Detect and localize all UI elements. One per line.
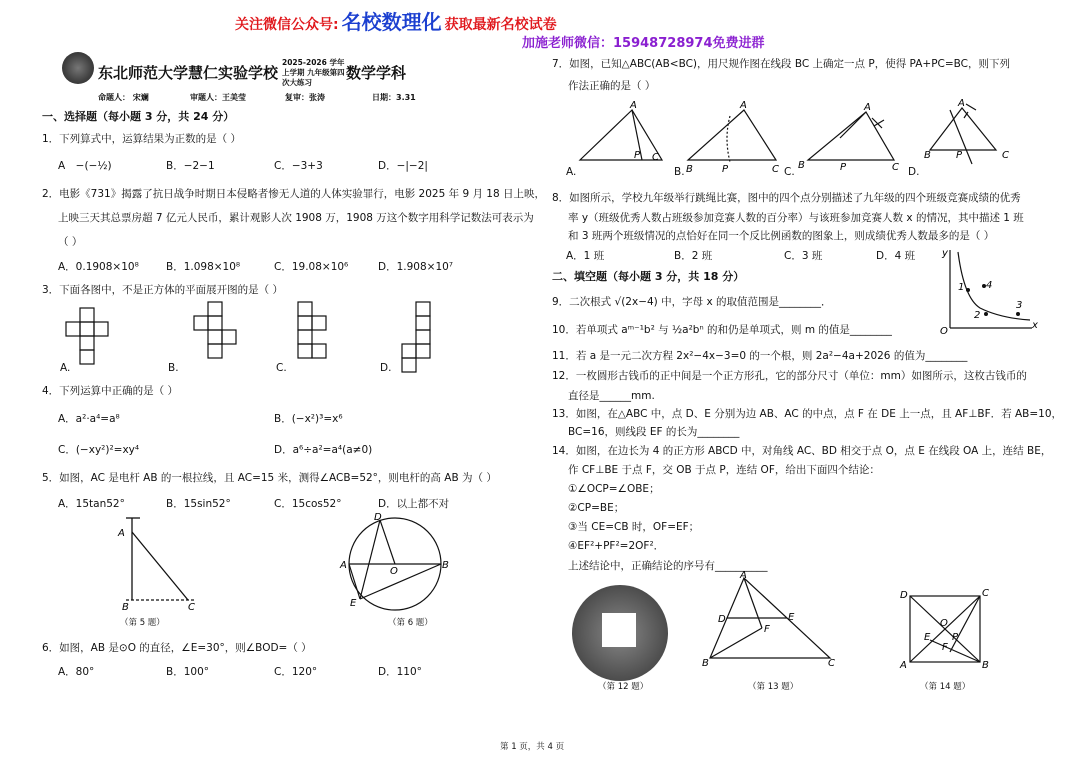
q14-square-figure	[900, 588, 996, 671]
q5-option-a: A．15tan52°	[58, 498, 125, 510]
q7-construction-figures	[570, 98, 1030, 175]
q2-option-d: D．1.908×10⁷	[378, 261, 454, 273]
graph-origin-label: O	[940, 326, 948, 337]
q14-conclusion-2: ②CP=BE；	[568, 502, 625, 514]
svg-text:A: A	[958, 98, 965, 109]
graph-point-3: 3	[1016, 300, 1023, 311]
exam-term: 2025-2026 学年上学期 九年级第四次大练习	[282, 58, 345, 87]
q8-line2: 率 y（班级优秀人数占班级参加竞赛人数的百分率）与该班参加竞赛人数 x 的情况，其中描述 1 班	[568, 212, 1024, 224]
svg-text:P: P	[840, 162, 847, 173]
svg-text:B: B	[702, 658, 709, 669]
svg-text:B: B	[122, 602, 129, 613]
q6-option-a: A．80°	[58, 666, 95, 678]
svg-text:C: C	[828, 658, 835, 669]
q6-stem: 6．如图，AB 是⊙O 的直径，∠E=30°，则∠BOD=（ ）	[42, 642, 312, 654]
graph-point-1: 1	[958, 282, 965, 293]
svg-text:B: B	[924, 150, 931, 161]
banner-brand: 名校数理化	[341, 10, 442, 34]
q12-line2: 直径是______mm.	[568, 390, 655, 402]
svg-text:A: A	[118, 528, 125, 539]
q5-figure-caption: （第 5 题）	[120, 618, 165, 628]
q10-stem: 10．若单项式 aᵐ⁻¹b² 与 ½a²bⁿ 的和仍是单项式，则 m 的值是________	[552, 324, 892, 336]
svg-text:B: B	[686, 164, 693, 175]
graph-point-4: 4	[986, 280, 993, 291]
svg-text:C: C	[772, 164, 779, 175]
q4-option-d: D．a⁶÷a²=a⁴(a≠0)	[274, 444, 373, 456]
q3-option-b: B.	[168, 362, 179, 374]
q11-stem: 11．若 a 是一元二次方程 2x²−4x−3=0 的一个根，则 2a²−4a+2026 的值为________	[552, 350, 968, 362]
q5-option-c: C．15cos52°	[274, 498, 342, 510]
q14-line2: 作 CF⊥BE 于点 F，交 OB 于点 P，连结 OF，给出下面四个结论：	[568, 464, 880, 476]
q1-option-d: D．−|−2|	[378, 160, 428, 172]
graph-y-label: y	[942, 248, 948, 259]
svg-text:P: P	[634, 150, 641, 161]
q12-line1: 12．一枚圆形古钱币的正中间是一个正方形孔，它的部分尺寸（单位：mm）如图所示，这枚古钱币的	[552, 370, 1027, 382]
meta-author: 命题人： 宋斓	[98, 93, 149, 102]
q6-option-b: B．100°	[166, 666, 209, 678]
meta-date: 日期：3.31	[372, 93, 416, 102]
q2-line3: （ ）	[58, 236, 83, 248]
svg-text:F: F	[764, 624, 770, 635]
svg-text:F: F	[942, 642, 948, 653]
q5-option-d: D．以上都不对	[378, 498, 450, 510]
svg-text:C: C	[1002, 150, 1009, 161]
q14-line1: 14．如图，在边长为 4 的正方形 ABCD 中，对角线 AC、BD 相交于点 O，点 E 在线段 OA 上，连结 BE，	[552, 445, 1052, 457]
q7-option-b: B.	[674, 166, 685, 178]
q8-scatter-graph	[940, 246, 1040, 336]
svg-text:P: P	[956, 150, 963, 161]
q14-figure-caption: （第 14 题）	[920, 682, 971, 692]
q6-option-c: C．120°	[274, 666, 318, 678]
svg-text:E: E	[924, 632, 931, 643]
svg-text:D: D	[718, 614, 726, 625]
q8-option-b: B．2 班	[674, 250, 713, 262]
school-name: 东北师范大学慧仁实验学校	[98, 64, 279, 82]
exam-subject: 数学学科	[346, 64, 407, 82]
school-logo-icon	[62, 52, 94, 84]
svg-text:A: A	[340, 560, 347, 571]
q8-option-d: D．4 班	[876, 250, 916, 262]
svg-text:D: D	[374, 512, 382, 523]
svg-text:O: O	[940, 618, 948, 629]
q12-coin-hole	[602, 613, 636, 647]
section-choice-title: 一、选择题（每小题 3 分，共 24 分）	[42, 110, 235, 123]
q8-line3: 和 3 班两个班级情况的点恰好在同一个反比例函数的图象上，则成绩优秀人数最多的是（ ）	[568, 230, 995, 242]
q13-line1: 13．如图，在△ABC 中，点 D、E 分别为边 AB、AC 的中点，点 F 在 DE 上一点，且 AF⊥BF．若 AB=10，	[552, 408, 1063, 420]
q4-option-c: C．(−xy²)²=xy⁴	[58, 444, 140, 456]
q1-option-a: A −(−½)	[58, 160, 112, 172]
q1-stem: 1．下列算式中，运算结果为正数的是（ ）	[42, 133, 242, 145]
q4-option-a: A．a²·a⁴=a⁸	[58, 413, 120, 425]
banner-contact: 加施老师微信：15948728974免费进群	[522, 36, 765, 51]
q14-line3: 上述结论中，正确结论的序号有__________	[568, 560, 768, 572]
q2-option-b: B．1.098×10⁸	[166, 261, 241, 273]
q2-option-a: A．0.1908×10⁸	[58, 261, 139, 273]
q6-circle-figure	[340, 512, 460, 612]
banner-suffix: 获取最新名校试卷	[444, 17, 557, 33]
svg-text:A: A	[740, 570, 747, 581]
svg-text:E: E	[350, 598, 357, 609]
q7-line1: 7．如图，已知△ABC(AB<BC)，用尺规作图在线段 BC 上确定一点 P，使得 PA+PC=BC，则下列	[552, 58, 1010, 70]
q1-option-b: B．−2−1	[166, 160, 215, 172]
q12-figure-caption: （第 12 题）	[598, 682, 649, 692]
q3-stem: 3．下面各图中，不是正方体的平面展开图的是（ ）	[42, 284, 284, 296]
q3-cube-nets-figure	[60, 298, 480, 378]
q5-option-b: B．15sin52°	[166, 498, 231, 510]
q7-option-d: D.	[908, 166, 920, 178]
svg-text:A: A	[900, 660, 907, 671]
svg-text:P: P	[722, 164, 729, 175]
svg-text:C: C	[652, 152, 659, 163]
svg-text:A: A	[864, 102, 871, 113]
q8-option-a: A．1 班	[566, 250, 605, 262]
q8-option-c: C．3 班	[784, 250, 823, 262]
svg-text:C: C	[188, 602, 195, 613]
section-fill-title: 二、填空题（每小题 3 分，共 18 分）	[552, 270, 745, 283]
q7-option-c: C.	[784, 166, 795, 178]
svg-text:O: O	[390, 566, 398, 577]
svg-text:P: P	[952, 632, 959, 643]
svg-text:C: C	[982, 588, 989, 599]
graph-point-2: 2	[974, 310, 981, 321]
q4-stem: 4．下列运算中正确的是（ ）	[42, 385, 179, 397]
q9-stem: 9．二次根式 √(2x−4) 中，字母 x 的取值范围是________．	[552, 296, 832, 308]
q13-line2: BC=16，则线段 EF 的长为________	[568, 426, 740, 438]
promo-banner	[235, 6, 557, 35]
q2-line2: 上映三天其总票房超 7 亿元人民币，累计观影人次 1908 万，1908 万这个数字用科学记数法可表示为	[58, 212, 534, 224]
graph-x-label: x	[1032, 320, 1038, 331]
q3-option-d: D.	[380, 362, 392, 374]
q7-option-a: A.	[566, 166, 577, 178]
q5-pole-figure	[112, 512, 212, 612]
q6-figure-caption: （第 6 题）	[388, 618, 433, 628]
meta-reviewer: 审题人：王美莹	[190, 93, 246, 102]
banner-prefix: 关注微信公众号:	[235, 17, 339, 33]
q14-conclusion-4: ④EF²+PF²=2OF²．	[568, 540, 665, 552]
q3-option-c: C.	[276, 362, 287, 374]
q1-option-c: C．−3+3	[274, 160, 323, 172]
q5-stem: 5．如图，AC 是电杆 AB 的一根拉线，且 AC=15 米，测得∠ACB=52°，则电杆的高 AB 为（ ）	[42, 472, 497, 484]
q2-line1: 2．电影《731》揭露了抗日战争时期日本侵略者惨无人道的人体实验罪行，电影 2025 年 9 月 18 日上映，	[42, 188, 546, 200]
svg-text:B: B	[798, 160, 805, 171]
q13-triangle-figure	[700, 572, 840, 672]
svg-text:E: E	[788, 612, 795, 623]
svg-text:B: B	[442, 560, 449, 571]
q3-option-a: A.	[60, 362, 71, 374]
q14-conclusion-3: ③当 CE=CB 时，OF=EF；	[568, 521, 700, 533]
q7-line2: 作法正确的是（ ）	[568, 80, 656, 92]
meta-rereview: 复审：张涛	[285, 93, 325, 102]
q13-figure-caption: （第 13 题）	[748, 682, 799, 692]
q8-line1: 8．如图所示，学校九年级举行跳绳比赛，图中的四个点分别描述了九年级的四个班级竞赛成绩的优秀	[552, 192, 1021, 204]
svg-text:A: A	[630, 100, 637, 111]
svg-text:A: A	[740, 100, 747, 111]
svg-text:C: C	[892, 162, 899, 173]
svg-text:D: D	[900, 590, 908, 601]
q14-conclusion-1: ①∠OCP=∠OBE；	[568, 483, 660, 495]
q2-option-c: C．19.08×10⁶	[274, 261, 349, 273]
page-number: 第 1 页，共 4 页	[500, 742, 565, 752]
svg-text:B: B	[982, 660, 989, 671]
q4-option-b: B．(−x²)³=x⁶	[274, 413, 343, 425]
q6-option-d: D．110°	[378, 666, 422, 678]
